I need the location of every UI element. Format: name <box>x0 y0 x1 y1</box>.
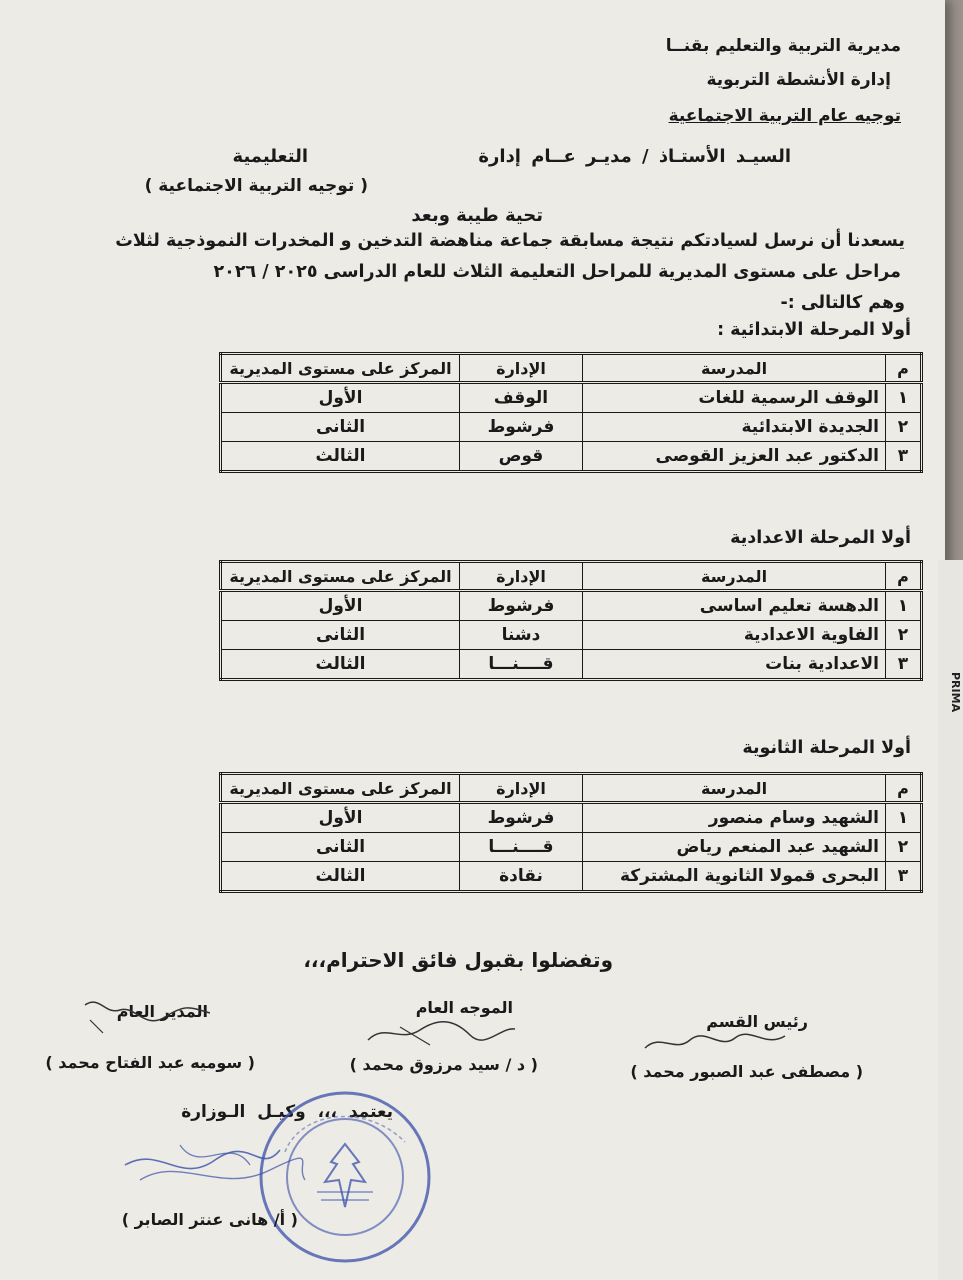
head-of-section-title: رئيس القسم <box>706 1012 808 1031</box>
table-row <box>221 621 922 650</box>
body-line-3: وهم كالتالى :- <box>780 293 905 313</box>
row-admin: فرشوط <box>460 803 583 833</box>
section-preparatory-title: أولا المرحلة الاعدادية <box>730 528 911 548</box>
table-header-row <box>221 354 922 383</box>
row-admin: نقادة <box>460 862 583 892</box>
section-primary-title: أولا المرحلة الابتدائية : <box>717 320 911 340</box>
primary-results-table <box>219 352 923 473</box>
table-row <box>221 803 922 833</box>
col-admin-header: الإدارة <box>460 562 583 591</box>
edge-label: PRIMA <box>949 672 962 713</box>
col-admin-header: الإدارة <box>460 354 583 383</box>
row-school: الدكتور عبد العزيز القوصى <box>583 442 886 472</box>
col-rank-header: المركز على مستوى المديرية <box>221 774 460 803</box>
table-row <box>221 862 922 892</box>
col-rank-header: المركز على مستوى المديرية <box>221 354 460 383</box>
secondary-results-table <box>219 772 923 893</box>
general-supervisor-signature <box>360 1015 520 1049</box>
row-rank: الثالث <box>221 862 460 892</box>
table-header-row <box>221 774 922 803</box>
row-school: الشهيد وسام منصور <box>583 803 886 833</box>
row-admin: فرشوط <box>460 413 583 442</box>
row-num: ٢ <box>886 621 922 650</box>
general-supervisor-title: الموجه العام <box>415 998 513 1017</box>
underlying-paper-edge <box>938 560 963 1280</box>
row-admin: الوقف <box>460 383 583 413</box>
row-rank: الثانى <box>221 833 460 862</box>
table-row <box>221 413 922 442</box>
row-admin: قوص <box>460 442 583 472</box>
row-rank: الثالث <box>221 650 460 680</box>
col-school-header: المدرسة <box>583 774 886 803</box>
section-secondary-title: أولا المرحلة الثانوية <box>742 738 911 758</box>
row-num: ١ <box>886 383 922 413</box>
row-rank: الأول <box>221 803 460 833</box>
table-header-row <box>221 562 922 591</box>
header-directorate: مديرية التربية والتعليم بقنــا <box>665 36 901 56</box>
row-num: ١ <box>886 803 922 833</box>
row-rank: الثانى <box>221 413 460 442</box>
col-school-header: المدرسة <box>583 562 886 591</box>
closing-line: وتفضلوا بقبول فائق الاحترام،،، <box>303 948 613 972</box>
approval-line: يعتمد ،،، وكيـل الـوزارة <box>181 1102 393 1122</box>
header-guidance: توجيه عام التربية الاجتماعية <box>668 106 901 126</box>
row-num: ٢ <box>886 413 922 442</box>
row-rank: الثالث <box>221 442 460 472</box>
col-num-header: م <box>886 774 922 803</box>
preparatory-results-table <box>219 560 923 681</box>
table-row <box>221 591 922 621</box>
row-school: البحرى قمولا الثانوية المشتركة <box>583 862 886 892</box>
approval-name: ( أ/ هانى عنتر الصابر ) <box>121 1210 298 1229</box>
row-num: ٣ <box>886 650 922 680</box>
greeting: تحية طيبة وبعد <box>411 205 543 226</box>
col-admin-header: الإدارة <box>460 774 583 803</box>
general-director-title: المدير العام <box>116 1002 208 1021</box>
approval-signature <box>120 1125 310 1205</box>
row-school: الاعدادية بنات <box>583 650 886 680</box>
col-num-header: م <box>886 562 922 591</box>
row-admin: دشنا <box>460 621 583 650</box>
col-num-header: م <box>886 354 922 383</box>
row-school: الشهيد عبد المنعم رياض <box>583 833 886 862</box>
row-school: الدهسة تعليم اساسى <box>583 591 886 621</box>
row-school: الجديدة الابتدائية <box>583 413 886 442</box>
general-director-name: ( سوميه عبد الفتاح محمد ) <box>45 1053 255 1072</box>
row-school: الوقف الرسمية للغات <box>583 383 886 413</box>
row-admin: قــــنـــا <box>460 833 583 862</box>
row-rank: الأول <box>221 591 460 621</box>
body-line-2: مراحل على مستوى المديرية للمراحل التعليمة الثلاث للعام الدراسى ٢٠٢٥ / ٢٠٢٦ <box>213 262 901 282</box>
row-school: الفاوية الاعدادية <box>583 621 886 650</box>
row-num: ٣ <box>886 862 922 892</box>
addressee-line: السيـد الأستـاذ / مديـر عــام إدارة <box>478 146 791 167</box>
row-rank: الأول <box>221 383 460 413</box>
col-rank-header: المركز على مستوى المديرية <box>221 562 460 591</box>
row-num: ٢ <box>886 833 922 862</box>
addressee-subtitle: ( توجيه التربية الاجتماعية ) <box>144 176 368 196</box>
table-row <box>221 383 922 413</box>
row-rank: الثانى <box>221 621 460 650</box>
row-num: ٣ <box>886 442 922 472</box>
head-of-section-name: ( مصطفى عبد الصبور محمد ) <box>630 1062 863 1081</box>
body-line-1: يسعدنا أن نرسل لسيادتكم نتيجة مسابقة جماعة مناهضة التدخين و المخدرات النموذجية لثلاث <box>115 231 905 251</box>
row-admin: فرشوط <box>460 591 583 621</box>
table-row <box>221 833 922 862</box>
header-department: إدارة الأنشطة التربوية <box>706 70 891 90</box>
table-row <box>221 650 922 680</box>
general-director-signature <box>75 995 215 1035</box>
general-supervisor-name: ( د / سيد مرزوق محمد ) <box>349 1055 538 1074</box>
addressee-suffix: التعليمية <box>232 146 308 167</box>
table-row <box>221 442 922 472</box>
row-admin: قــــنـــا <box>460 650 583 680</box>
col-school-header: المدرسة <box>583 354 886 383</box>
row-num: ١ <box>886 591 922 621</box>
head-of-section-signature <box>640 1028 790 1058</box>
